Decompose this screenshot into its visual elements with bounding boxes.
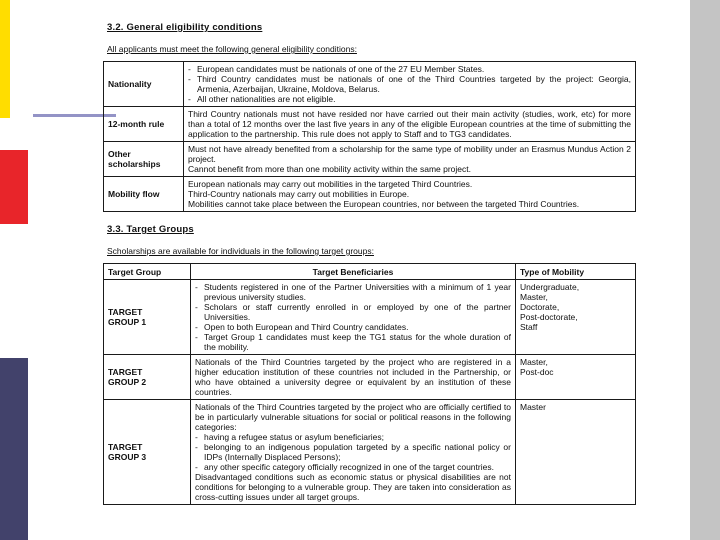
bullet-text: Target Group 1 candidates must keep the TG1 status for the whole duration of the mobility.	[204, 332, 511, 352]
col-header-target-group: Target Group	[104, 264, 191, 280]
mobility-type: Staff	[520, 322, 538, 332]
target-beneficiaries-cell	[191, 280, 516, 355]
bullet-text: All other nationalities are not eligible.	[197, 94, 336, 104]
red-accent-block	[0, 150, 28, 224]
bullet-line	[195, 432, 511, 442]
bullet-text: Scholars or staff currently enrolled in or employed by one of the partner Universities.	[204, 302, 511, 322]
bullet-dash: -	[188, 64, 191, 74]
bullet-dash: -	[188, 74, 191, 84]
target-group-label-text: TARGET GROUP 3	[108, 442, 147, 462]
target-group-label-text: TARGET GROUP 2	[108, 367, 147, 387]
text-line: Mobilities cannot take place between the European countries, nor between the targeted Third Countries.	[188, 199, 580, 209]
col-header-target-beneficiaries: Target Beneficiaries	[191, 264, 516, 280]
mobility-type: Master,	[520, 357, 548, 367]
type-of-mobility-cell	[516, 400, 636, 505]
section-heading-eligibility: 3.2. General eligibility conditions	[107, 22, 263, 33]
bullet-line	[188, 94, 631, 104]
target-beneficiaries-cell	[191, 355, 516, 400]
mobility-type: Undergraduate,	[520, 282, 580, 292]
section-intro-target-groups: Scholarships are available for individuals in the following target groups:	[107, 246, 374, 256]
mobility-type: Post-doctorate,	[520, 312, 578, 322]
text-line: European nationals may carry out mobilities in the targeted Third Countries.	[188, 179, 473, 189]
bullet-dash: -	[195, 332, 198, 342]
target-group-label	[104, 355, 191, 400]
bullet-text: European candidates must be nationals of one of the 27 EU Member States.	[197, 64, 485, 74]
criterion-content	[184, 142, 636, 177]
eligibility-row	[104, 142, 636, 177]
document-page	[103, 0, 638, 540]
criterion-label: 12-month rule	[104, 107, 184, 142]
criterion-label: Other scholarships	[104, 142, 184, 177]
right-gray-margin	[690, 0, 720, 540]
section-intro-eligibility: All applicants must meet the following general eligibility conditions:	[107, 44, 357, 54]
bullet-line	[195, 322, 511, 332]
col-header-type-of-mobility: Type of Mobility	[516, 264, 636, 280]
mobility-type: Post-doc	[520, 367, 554, 377]
mobility-type: Doctorate,	[520, 302, 560, 312]
target-groups-header-row	[104, 264, 636, 280]
bullet-text: Open to both European and Third Country candidates.	[204, 322, 409, 332]
bullet-text: belonging to an indigenous population targeted by a specific national policy or IDPs (Internally Displaced Persons);	[204, 442, 511, 462]
criterion-label: Mobility flow	[104, 177, 184, 212]
target-group-label	[104, 400, 191, 505]
eligibility-table	[103, 61, 636, 212]
target-group-row	[104, 355, 636, 400]
yellow-accent-bar	[0, 0, 10, 118]
eligibility-row	[104, 107, 636, 142]
bullet-dash: -	[188, 94, 191, 104]
bullet-dash: -	[195, 462, 198, 472]
mobility-type: Master	[520, 402, 546, 412]
target-group-label	[104, 280, 191, 355]
bullet-text: any other specific category officially recognized in one of the target countries.	[204, 462, 494, 472]
bullet-text: having a refugee status or asylum beneficiaries;	[204, 432, 385, 442]
criterion-content	[184, 107, 636, 142]
text-line: Disadvantaged conditions such as economic status or physical disabilities are not conditions for belonging to a vulnerable group. They are taken into consideration as cross-cutting issues under all target groups.	[195, 472, 511, 502]
text-line: Third Country nationals must not have resided nor have carried out their main activity (studies, work, etc) for more than a total of 12 months over the last five years in any of the eligible European countries at the time of submitting the application to the partnership. This rule does not apply to Staff and to TG3 candidates.	[188, 109, 631, 139]
target-beneficiaries-cell	[191, 400, 516, 505]
eligibility-row	[104, 62, 636, 107]
bullet-dash: -	[195, 282, 198, 292]
eligibility-row	[104, 177, 636, 212]
bullet-text: Third Country candidates must be nationals of one of the Third Countries targeted by the project: Georgia, Armenia, Azerbaijan, Ukraine, Moldova, Belarus.	[197, 74, 631, 94]
criterion-label: Nationality	[104, 62, 184, 107]
text-line: Nationals of the Third Countries targeted by the project who are officially certified to be in particularly vulnerable situations for social or political reasons in the following categories:	[195, 402, 511, 432]
criterion-content	[184, 177, 636, 212]
text-line: Must not have already benefited from a scholarship for the same type of mobility under an Erasmus Mundus Action 2 project.	[188, 144, 631, 164]
mobility-type: Master,	[520, 292, 548, 302]
bullet-line	[188, 74, 631, 94]
type-of-mobility-cell	[516, 355, 636, 400]
bullet-line	[195, 442, 511, 462]
section-heading-target-groups: 3.3. Target Groups	[107, 224, 194, 235]
text-line: Third-Country nationals may carry out mobilities in Europe.	[188, 189, 410, 199]
bullet-line	[195, 462, 511, 472]
bullet-text: Students registered in one of the Partner Universities with a minimum of 1 year previous university studies.	[204, 282, 511, 302]
navy-accent-block	[0, 358, 28, 540]
bullet-line	[195, 282, 511, 302]
target-group-label-text: TARGET GROUP 1	[108, 307, 147, 327]
target-group-row	[104, 280, 636, 355]
bullet-dash: -	[195, 322, 198, 332]
bullet-dash: -	[195, 442, 198, 452]
bullet-line	[195, 302, 511, 322]
target-groups-table	[103, 263, 636, 505]
text-line: Nationals of the Third Countries targeted by the project who are registered in a higher education institution of these countries not included in the Partnership, or who have obtained a university degree or equivalent by an institution of these countries.	[195, 357, 511, 397]
target-group-row	[104, 400, 636, 505]
bullet-line	[188, 64, 631, 74]
type-of-mobility-cell	[516, 280, 636, 355]
bullet-dash: -	[195, 302, 198, 312]
text-line: Cannot benefit from more than one mobility activity within the same project.	[188, 164, 471, 174]
bullet-dash: -	[195, 432, 198, 442]
bullet-line	[195, 332, 511, 352]
criterion-content	[184, 62, 636, 107]
